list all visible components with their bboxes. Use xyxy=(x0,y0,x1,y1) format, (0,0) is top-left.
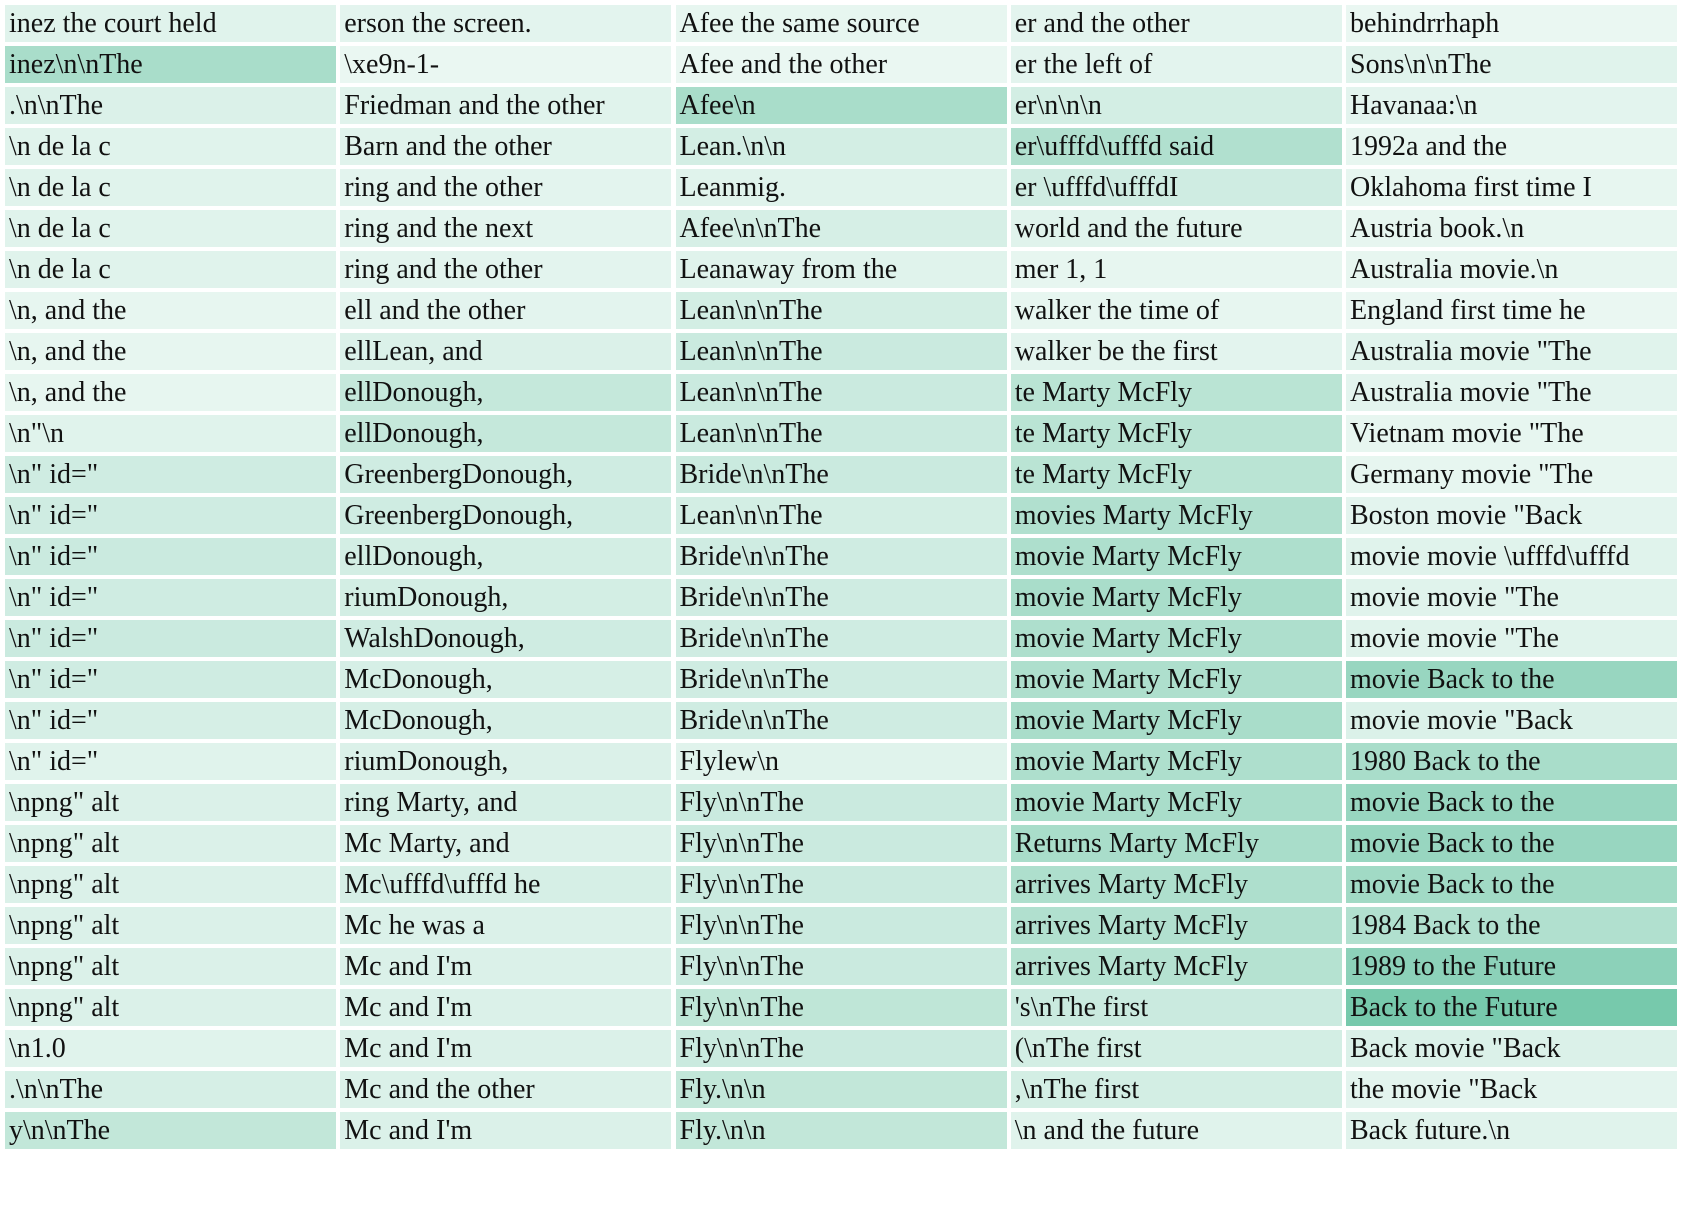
table-cell: ellDonough, xyxy=(340,415,671,452)
table-cell: riumDonough, xyxy=(340,579,671,616)
table-cell: \n, and the xyxy=(5,374,336,411)
table-cell: behindrrhaph xyxy=(1346,5,1677,42)
table-cell: \n"\n xyxy=(5,415,336,452)
table-cell: Flylew\n xyxy=(676,743,1007,780)
table-cell: \n" id=" xyxy=(5,661,336,698)
table-cell: 's\nThe first xyxy=(1011,989,1342,1026)
table-cell: WalshDonough, xyxy=(340,620,671,657)
table-cell: movie Marty McFly xyxy=(1011,620,1342,657)
table-cell: Fly\n\nThe xyxy=(676,866,1007,903)
table-cell: Australia movie.\n xyxy=(1346,251,1677,288)
table-cell: McDonough, xyxy=(340,702,671,739)
table-cell: ellLean, and xyxy=(340,333,671,370)
table-cell: (\nThe first xyxy=(1011,1030,1342,1067)
table-cell: Lean\n\nThe xyxy=(676,415,1007,452)
table-cell: Back future.\n xyxy=(1346,1112,1677,1149)
table-cell: movie movie "Back xyxy=(1346,702,1677,739)
table-cell: \n de la c xyxy=(5,210,336,247)
table-cell: movie movie "The xyxy=(1346,620,1677,657)
table-cell: Mc and I'm xyxy=(340,1030,671,1067)
table-cell: \n1.0 xyxy=(5,1030,336,1067)
table-cell: \npng" alt xyxy=(5,989,336,1026)
table-cell: Bride\n\nThe xyxy=(676,702,1007,739)
table-cell: Afee\n xyxy=(676,87,1007,124)
table-cell: movie movie "The xyxy=(1346,579,1677,616)
table-cell: Austria book.\n xyxy=(1346,210,1677,247)
table-cell: arrives Marty McFly xyxy=(1011,866,1342,903)
table-cell: Barn and the other xyxy=(340,128,671,165)
table-cell: Back movie "Back xyxy=(1346,1030,1677,1067)
table-cell: Lean.\n\n xyxy=(676,128,1007,165)
table-cell: \npng" alt xyxy=(5,825,336,862)
table-cell: ell and the other xyxy=(340,292,671,329)
table-cell: Fly.\n\n xyxy=(676,1112,1007,1149)
table-cell: Mc and the other xyxy=(340,1071,671,1108)
table-cell: ellDonough, xyxy=(340,538,671,575)
table-cell: movie Marty McFly xyxy=(1011,743,1342,780)
table-cell: Mc he was a xyxy=(340,907,671,944)
table-cell: Fly\n\nThe xyxy=(676,907,1007,944)
table-cell: .\n\nThe xyxy=(5,1071,336,1108)
table-cell: world and the future xyxy=(1011,210,1342,247)
table-cell: ,\nThe first xyxy=(1011,1071,1342,1108)
table-cell: \n de la c xyxy=(5,251,336,288)
table-cell: movie Marty McFly xyxy=(1011,702,1342,739)
table-cell: er\ufffd\ufffd said xyxy=(1011,128,1342,165)
table-cell: er and the other xyxy=(1011,5,1342,42)
table-cell: \n de la c xyxy=(5,128,336,165)
table-cell: Friedman and the other xyxy=(340,87,671,124)
table-cell: Bride\n\nThe xyxy=(676,579,1007,616)
table-cell: movie Marty McFly xyxy=(1011,579,1342,616)
table-cell: movie Marty McFly xyxy=(1011,538,1342,575)
table-cell: \n de la c xyxy=(5,169,336,206)
table-cell: \n and the future xyxy=(1011,1112,1342,1149)
table-cell: Lean\n\nThe xyxy=(676,292,1007,329)
table-cell: Fly.\n\n xyxy=(676,1071,1007,1108)
table-cell: te Marty McFly xyxy=(1011,456,1342,493)
table-cell: Fly\n\nThe xyxy=(676,784,1007,821)
table-cell: Fly\n\nThe xyxy=(676,825,1007,862)
table-cell: movies Marty McFly xyxy=(1011,497,1342,534)
table-cell: Australia movie "The xyxy=(1346,374,1677,411)
table-cell: inez\n\nThe xyxy=(5,46,336,83)
table-cell: Afee and the other xyxy=(676,46,1007,83)
table-cell: \n, and the xyxy=(5,333,336,370)
table-cell: Leanaway from the xyxy=(676,251,1007,288)
table-cell: Mc and I'm xyxy=(340,1112,671,1149)
table-cell: \n" id=" xyxy=(5,497,336,534)
table-cell: ring and the other xyxy=(340,169,671,206)
table-cell: \npng" alt xyxy=(5,784,336,821)
table-cell: \n" id=" xyxy=(5,538,336,575)
table-cell: ring and the other xyxy=(340,251,671,288)
table-cell: te Marty McFly xyxy=(1011,415,1342,452)
table-cell: y\n\nThe xyxy=(5,1112,336,1149)
table-cell: movie Marty McFly xyxy=(1011,784,1342,821)
table-cell: 1984 Back to the xyxy=(1346,907,1677,944)
table-cell: mer 1, 1 xyxy=(1011,251,1342,288)
table-cell: movie Back to the xyxy=(1346,866,1677,903)
table-cell: Lean\n\nThe xyxy=(676,333,1007,370)
table-cell: movie Marty McFly xyxy=(1011,661,1342,698)
table-cell: 1992a and the xyxy=(1346,128,1677,165)
table-cell: Bride\n\nThe xyxy=(676,456,1007,493)
table-cell: Bride\n\nThe xyxy=(676,620,1007,657)
table-cell: Mc and I'm xyxy=(340,948,671,985)
table-cell: \n" id=" xyxy=(5,620,336,657)
table-cell: Afee\n\nThe xyxy=(676,210,1007,247)
table-cell: movie movie \ufffd\ufffd xyxy=(1346,538,1677,575)
table-cell: Fly\n\nThe xyxy=(676,989,1007,1026)
table-cell: 1980 Back to the xyxy=(1346,743,1677,780)
table-cell: Mc\ufffd\ufffd he xyxy=(340,866,671,903)
table-cell: Mc and I'm xyxy=(340,989,671,1026)
table-cell: er\n\n\n xyxy=(1011,87,1342,124)
table-cell: .\n\nThe xyxy=(5,87,336,124)
table-cell: walker be the first xyxy=(1011,333,1342,370)
table-cell: Vietnam movie "The xyxy=(1346,415,1677,452)
table-cell: the movie "Back xyxy=(1346,1071,1677,1108)
table-cell: ellDonough, xyxy=(340,374,671,411)
table-cell: Boston movie "Back xyxy=(1346,497,1677,534)
table-cell: \n" id=" xyxy=(5,702,336,739)
table-cell: Bride\n\nThe xyxy=(676,538,1007,575)
table-cell: ring Marty, and xyxy=(340,784,671,821)
table-cell: Fly\n\nThe xyxy=(676,1030,1007,1067)
table-cell: Havanaa:\n xyxy=(1346,87,1677,124)
table-cell: inez the court held xyxy=(5,5,336,42)
table-cell: Lean\n\nThe xyxy=(676,374,1007,411)
table-cell: Afee the same source xyxy=(676,5,1007,42)
table-cell: er the left of xyxy=(1011,46,1342,83)
table-cell: McDonough, xyxy=(340,661,671,698)
table-cell: riumDonough, xyxy=(340,743,671,780)
table-cell: te Marty McFly xyxy=(1011,374,1342,411)
table-cell: movie Back to the xyxy=(1346,661,1677,698)
table-cell: ring and the next xyxy=(340,210,671,247)
table-cell: er \ufffd\ufffdI xyxy=(1011,169,1342,206)
table-cell: Leanmig. xyxy=(676,169,1007,206)
table-cell: \n" id=" xyxy=(5,579,336,616)
table-cell: arrives Marty McFly xyxy=(1011,948,1342,985)
table-cell: erson the screen. xyxy=(340,5,671,42)
table-cell: GreenbergDonough, xyxy=(340,456,671,493)
table-cell: Bride\n\nThe xyxy=(676,661,1007,698)
table-cell: Mc Marty, and xyxy=(340,825,671,862)
table-cell: England first time he xyxy=(1346,292,1677,329)
table-cell: Germany movie "The xyxy=(1346,456,1677,493)
table-cell: arrives Marty McFly xyxy=(1011,907,1342,944)
table-cell: \n" id=" xyxy=(5,743,336,780)
table-cell: movie Back to the xyxy=(1346,784,1677,821)
table-cell: \n" id=" xyxy=(5,456,336,493)
table-cell: Back to the Future xyxy=(1346,989,1677,1026)
table-cell: Lean\n\nThe xyxy=(676,497,1007,534)
table-cell: GreenbergDonough, xyxy=(340,497,671,534)
table-cell: \npng" alt xyxy=(5,948,336,985)
token-table xyxy=(5,5,1677,1149)
table-cell: 1989 to the Future xyxy=(1346,948,1677,985)
table-cell: walker the time of xyxy=(1011,292,1342,329)
table-cell: movie Back to the xyxy=(1346,825,1677,862)
table-cell: \n, and the xyxy=(5,292,336,329)
table-cell: \npng" alt xyxy=(5,866,336,903)
table-cell: \npng" alt xyxy=(5,907,336,944)
table-cell: Sons\n\nThe xyxy=(1346,46,1677,83)
table-cell: Fly\n\nThe xyxy=(676,948,1007,985)
table-cell: Oklahoma first time I xyxy=(1346,169,1677,206)
table-cell: Returns Marty McFly xyxy=(1011,825,1342,862)
table-cell: Australia movie "The xyxy=(1346,333,1677,370)
table-cell: \xe9n-1- xyxy=(340,46,671,83)
